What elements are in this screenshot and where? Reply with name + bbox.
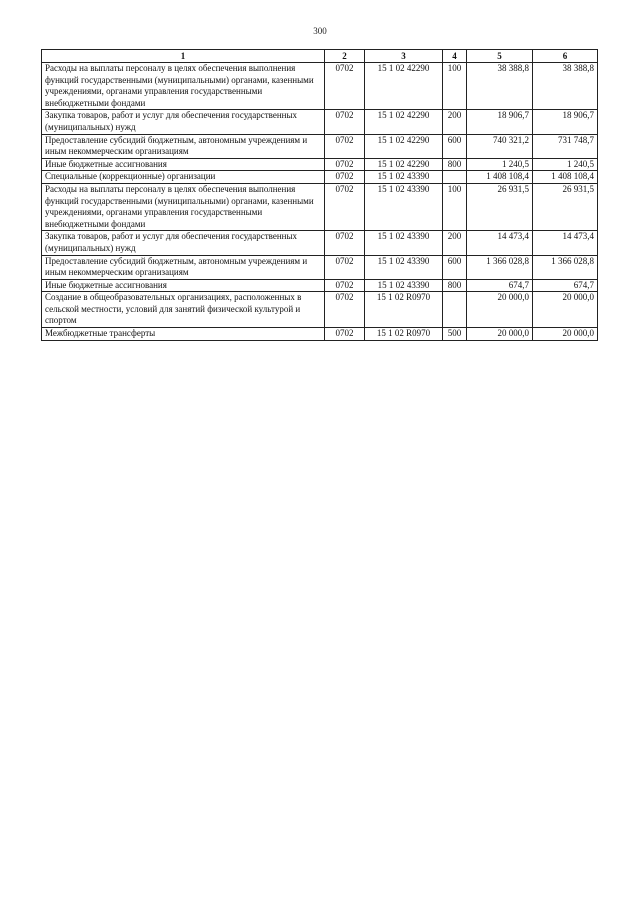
row-csr: 15 1 02 42290 [365, 158, 443, 171]
row-value-5: 26 931,5 [467, 183, 533, 230]
row-csr: 15 1 02 42290 [365, 63, 443, 110]
row-value-5: 38 388,8 [467, 63, 533, 110]
row-csr: 15 1 02 43390 [365, 183, 443, 230]
row-value-6: 674,7 [533, 279, 598, 292]
row-value-5: 20 000,0 [467, 292, 533, 328]
header-col-2: 2 [325, 50, 365, 63]
row-vr: 800 [443, 158, 467, 171]
table-row [42, 328, 598, 341]
page-number: 300 [313, 26, 327, 36]
table-row [42, 110, 598, 134]
row-razdel: 0702 [325, 158, 365, 171]
row-razdel: 0702 [325, 134, 365, 158]
row-value-5: 1 366 028,8 [467, 255, 533, 279]
table-row [42, 292, 598, 328]
row-value-5: 1 408 108,4 [467, 171, 533, 184]
row-vr [443, 292, 467, 328]
row-name: Иные бюджетные ассигнования [42, 158, 325, 171]
table-row [42, 231, 598, 255]
row-value-6: 18 906,7 [533, 110, 598, 134]
row-value-5: 674,7 [467, 279, 533, 292]
row-name: Расходы на выплаты персоналу в целях обеспечения выполнения функций государственными (муниципальными) органами, казенными учреждениями, органами управления государственными внебюджетными фондами [42, 183, 325, 230]
row-razdel: 0702 [325, 63, 365, 110]
row-value-6: 1 366 028,8 [533, 255, 598, 279]
row-vr [443, 171, 467, 184]
table-row [42, 134, 598, 158]
budget-table [41, 49, 598, 341]
row-razdel: 0702 [325, 231, 365, 255]
row-razdel: 0702 [325, 183, 365, 230]
row-name: Создание в общеобразовательных организациях, расположенных в сельской местности, условий для занятий физической культурой и спортом [42, 292, 325, 328]
row-value-6: 20 000,0 [533, 328, 598, 341]
header-col-1: 1 [42, 50, 325, 63]
row-razdel: 0702 [325, 279, 365, 292]
row-csr: 15 1 02 R0970 [365, 328, 443, 341]
row-value-6: 731 748,7 [533, 134, 598, 158]
row-name: Специальные (коррекционные) организации [42, 171, 325, 184]
row-razdel: 0702 [325, 292, 365, 328]
table-row [42, 158, 598, 171]
row-name: Иные бюджетные ассигнования [42, 279, 325, 292]
header-col-5: 5 [467, 50, 533, 63]
row-csr: 15 1 02 43390 [365, 171, 443, 184]
row-vr: 600 [443, 255, 467, 279]
row-value-5: 14 473,4 [467, 231, 533, 255]
row-name: Закупка товаров, работ и услуг для обеспечения государственных (муниципальных) нужд [42, 231, 325, 255]
row-value-5: 740 321,2 [467, 134, 533, 158]
table-row [42, 183, 598, 230]
row-value-6: 20 000,0 [533, 292, 598, 328]
table-row [42, 63, 598, 110]
row-value-6: 14 473,4 [533, 231, 598, 255]
row-csr: 15 1 02 43390 [365, 255, 443, 279]
row-value-5: 20 000,0 [467, 328, 533, 341]
row-vr: 600 [443, 134, 467, 158]
row-value-5: 1 240,5 [467, 158, 533, 171]
row-csr: 15 1 02 R0970 [365, 292, 443, 328]
row-vr: 200 [443, 110, 467, 134]
header-col-3: 3 [365, 50, 443, 63]
row-csr: 15 1 02 42290 [365, 110, 443, 134]
table-header-row [42, 50, 598, 63]
row-value-6: 1 408 108,4 [533, 171, 598, 184]
row-name: Закупка товаров, работ и услуг для обеспечения государственных (муниципальных) нужд [42, 110, 325, 134]
row-razdel: 0702 [325, 255, 365, 279]
row-name: Межбюджетные трансферты [42, 328, 325, 341]
table-row [42, 171, 598, 184]
table-row [42, 255, 598, 279]
row-razdel: 0702 [325, 110, 365, 134]
row-vr: 800 [443, 279, 467, 292]
row-value-6: 26 931,5 [533, 183, 598, 230]
row-name: Расходы на выплаты персоналу в целях обеспечения выполнения функций государственными (муниципальными) органами, казенными учреждениями, органами управления государственными внебюджетными фондами [42, 63, 325, 110]
row-vr: 100 [443, 183, 467, 230]
row-csr: 15 1 02 43390 [365, 231, 443, 255]
row-csr: 15 1 02 43390 [365, 279, 443, 292]
row-csr: 15 1 02 42290 [365, 134, 443, 158]
row-value-5: 18 906,7 [467, 110, 533, 134]
header-col-4: 4 [443, 50, 467, 63]
row-name: Предоставление субсидий бюджетным, автономным учреждениям и иным некоммерческим организациям [42, 255, 325, 279]
row-value-6: 1 240,5 [533, 158, 598, 171]
header-col-6: 6 [533, 50, 598, 63]
row-vr: 200 [443, 231, 467, 255]
row-razdel: 0702 [325, 328, 365, 341]
row-name: Предоставление субсидий бюджетным, автономным учреждениям и иным некоммерческим организациям [42, 134, 325, 158]
row-vr: 100 [443, 63, 467, 110]
row-vr: 500 [443, 328, 467, 341]
row-value-6: 38 388,8 [533, 63, 598, 110]
row-razdel: 0702 [325, 171, 365, 184]
table-row [42, 279, 598, 292]
